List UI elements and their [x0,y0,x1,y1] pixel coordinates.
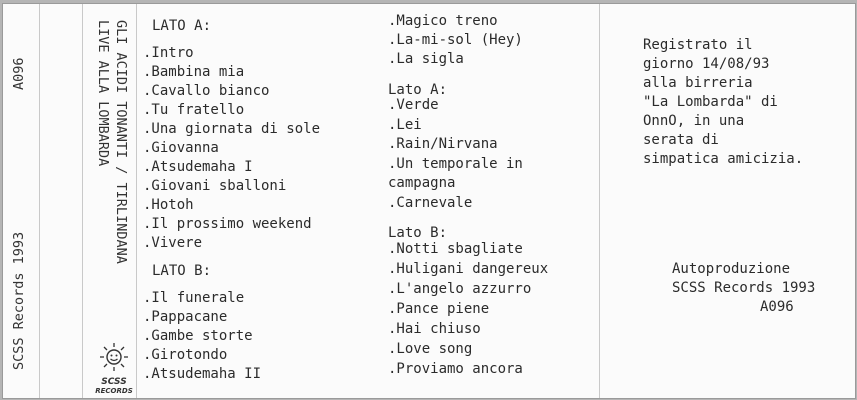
track-item: .Il funerale [143,290,245,306]
side-b-header: LATO B: [152,263,212,279]
recording-note-line: Registrato il [643,37,753,53]
track-item: .Proviamo ancora [388,361,523,377]
album-subtitle: LIVE ALLA LOMBARDA [95,20,111,167]
track-item: .La sigla [388,51,464,67]
sun-face-icon [94,340,134,374]
track-item: .Una giornata di sole [143,121,321,137]
side-b-header: Lato B: [388,225,448,241]
production-line: A096 [760,299,794,315]
fold-line [39,4,40,398]
track-item: .Un temporale in [388,155,523,172]
track-item: .La-mi-sol (Hey) [388,32,523,48]
logo-text: SCSS [101,377,127,387]
track-item: .Hotoh [143,197,194,213]
track-item: .Il prossimo weekend [143,216,312,232]
fold-line [82,4,83,398]
track-item: .Lei [388,116,422,133]
recording-note-line: serata di [643,132,719,148]
track-item: .Intro [143,45,194,61]
track-item: .Giovani sballoni [143,178,287,194]
track-item: .Atsudemaha II [143,366,262,382]
track-item: .Vivere [143,235,203,251]
recording-note-line: OnnO, in una [643,113,745,129]
recording-note-line: alla birreria [643,75,753,91]
track-item: campagna [388,175,456,191]
side-a-header: Lato A: [388,82,448,98]
logo-text: RECORDS [95,387,133,395]
recording-note-line: simpatica amicizia. [643,151,804,167]
track-item: .Carnevale [388,194,473,211]
track-item: .Pappacane [143,309,228,325]
track-item: .Tu fratello [143,102,245,118]
fold-line [599,4,600,398]
recording-note-line: giorno 14/08/93 [643,56,770,72]
track-item: .Huligani dangereux [388,261,549,277]
track-item: .Verde [388,97,439,113]
track-item: .Cavallo bianco [143,83,270,99]
track-item: .Gambe storte [143,328,253,344]
track-item: .Giovanna [143,140,219,156]
spine-code: A096 [11,57,27,90]
production-line: SCSS Records 1993 [672,280,816,296]
spine-label: SCSS Records 1993 [11,231,27,370]
track-item: .Bambina mia [143,64,245,80]
fold-line [136,4,137,398]
track-item: .L'angelo azzurro [388,281,532,297]
production-line: Autoproduzione [672,261,791,277]
track-item: .Girotondo [143,347,228,363]
scss-records-logo [94,340,134,398]
track-item: .Magico treno [388,13,498,29]
recording-note-line: "La Lombarda" di [643,94,778,110]
track-item: .Pance piene [388,301,490,317]
track-item: .Rain/Nirvana [388,136,498,152]
track-item: .Love song [388,341,473,357]
track-item: .Hai chiuso [388,321,481,337]
album-title: GLI ACIDI TONANTI / TIRLINDANA [113,20,129,264]
track-item: .Atsudemaha I [143,159,253,175]
side-a-header: LATO A: [152,18,212,34]
track-item: .Notti sbagliate [388,241,523,257]
